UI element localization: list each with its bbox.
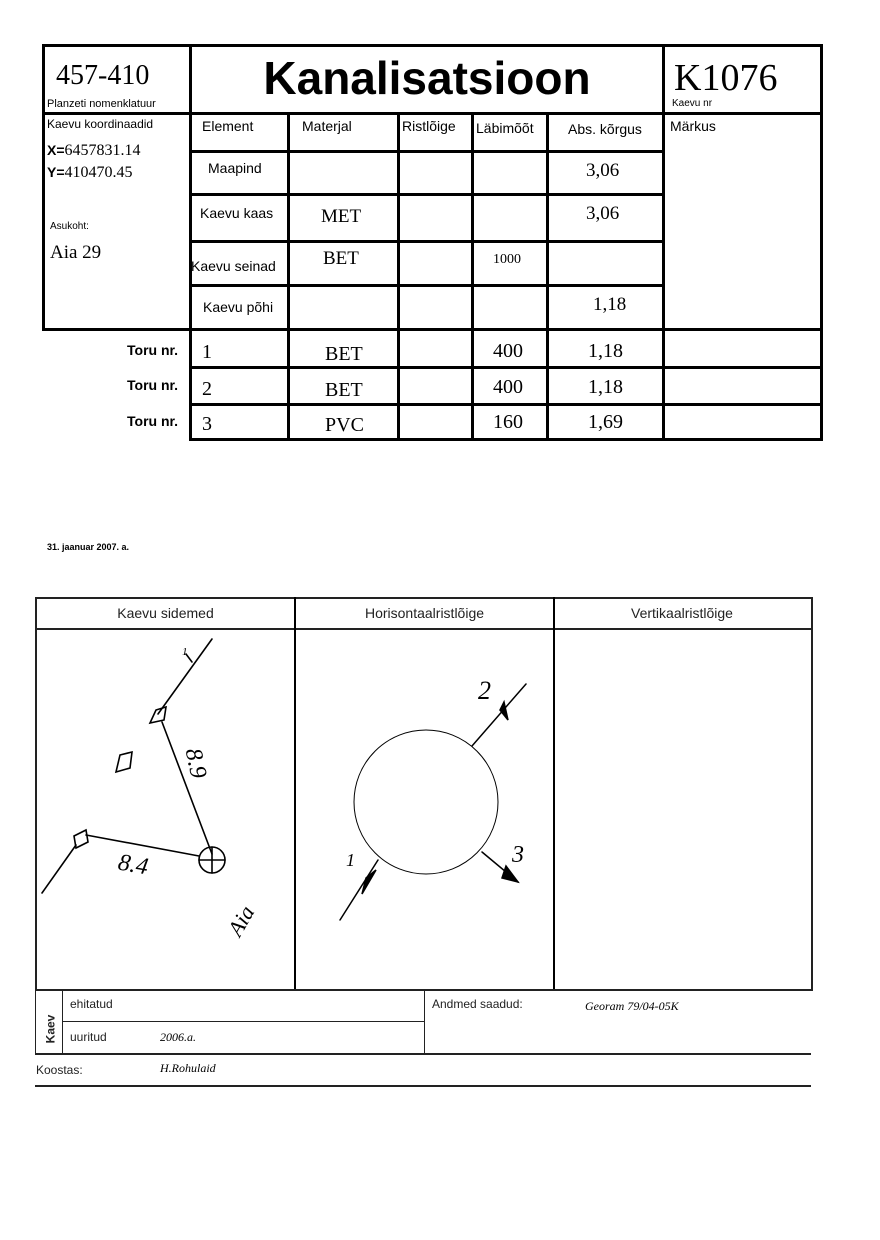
panel-title-vertical-section: Vertikaalristlõige [631, 605, 733, 621]
rule [35, 989, 36, 1053]
y-value: 410470.45 [64, 164, 133, 181]
surveyed-value: 2006.a. [160, 1030, 196, 1044]
rule [35, 1053, 811, 1055]
x-coordinate [47, 142, 141, 160]
x-value: 6457831.14 [64, 142, 141, 159]
page-title: Kanalisatsioon [263, 52, 591, 104]
rule [62, 989, 63, 1053]
tick-label: 1 [182, 646, 188, 658]
rule [42, 44, 45, 331]
sheet-number: 457-410 [56, 60, 150, 91]
rule [397, 112, 400, 441]
rule [471, 112, 474, 441]
rule [35, 989, 811, 991]
pipe-2-label: 2 [478, 676, 491, 705]
element-cell: Kaevu kaas [200, 205, 274, 221]
rule [189, 193, 663, 196]
panel-title-connections: Kaevu sidemed [117, 605, 214, 621]
rule [189, 438, 822, 441]
pipe-number-cell: 1 [202, 341, 212, 363]
diameter-cell: 160 [493, 411, 523, 433]
element-cell: Kaevu seinad [191, 258, 276, 274]
connections-sketch [36, 630, 294, 986]
height-cell: 3,06 [586, 203, 620, 224]
distance-label-upper: 8.9 [179, 746, 212, 781]
rule [189, 240, 663, 243]
rule [42, 112, 822, 115]
x-label: X= [47, 142, 65, 158]
rule [189, 284, 663, 287]
rule [287, 112, 290, 441]
col-header-notes: Märkus [670, 118, 716, 134]
material-cell: PVC [325, 414, 364, 436]
y-coordinate [47, 164, 133, 182]
diameter-cell: 400 [493, 376, 523, 398]
built-label: ehitatud [70, 997, 113, 1011]
rule [189, 403, 822, 406]
street-label: Aia [222, 901, 260, 941]
y-label: Y= [47, 164, 65, 180]
col-header-section: Ristlõige [402, 118, 456, 134]
height-cell: 1,18 [593, 294, 627, 315]
diameter-cell: 1000 [493, 252, 521, 267]
element-cell: Maapind [208, 160, 262, 176]
pipe-1-label: 1 [346, 850, 355, 870]
rule [189, 150, 663, 153]
rule [424, 989, 425, 1053]
document-date: 31. jaanuar 2007. a. [47, 542, 130, 552]
well-number-label: Kaevu nr [672, 98, 713, 109]
col-header-height: Abs. kõrgus [568, 121, 642, 137]
diameter-cell: 400 [493, 340, 523, 362]
well-number: K1076 [674, 57, 778, 99]
pipe-label: Toru nr. [127, 342, 179, 358]
compiled-label: Koostas: [36, 1063, 83, 1077]
pipe-3-label: 3 [512, 842, 524, 868]
rule [35, 1085, 811, 1087]
panel-title-horizontal-section: Horisontaalristlõige [364, 605, 485, 621]
data-source-label: Andmed saadud: [432, 997, 523, 1011]
rule [820, 44, 823, 441]
pipe-line-lower [42, 845, 76, 893]
rule [553, 597, 555, 989]
rule [42, 44, 822, 47]
pipe-label: Toru nr. [127, 377, 179, 393]
location-value: Aia 29 [50, 242, 102, 263]
pipe-label: Toru nr. [127, 413, 179, 429]
material-cell: MET [321, 206, 362, 227]
rule [189, 366, 822, 369]
distance-label-lower: 8.4 [116, 849, 151, 881]
col-header-material: Materjal [302, 118, 352, 134]
height-cell: 1,69 [588, 411, 623, 433]
data-source-value: Georam 79/04-05K [585, 999, 679, 1013]
manhole-symbol [150, 707, 166, 723]
location-label: Asukoht: [50, 221, 89, 232]
col-header-diameter: Läbimõõt [476, 120, 534, 136]
side-label: Kaev [43, 1014, 58, 1044]
height-cell: 1,18 [588, 376, 623, 398]
surveyed-label: uuritud [70, 1030, 107, 1044]
sheet-number-label: Planzeti nomenklatuur [47, 98, 156, 110]
rule [42, 328, 822, 331]
element-cell: Kaevu põhi [203, 299, 274, 315]
rule [662, 44, 665, 441]
material-cell: BET [323, 248, 359, 269]
horizontal-section-sketch [296, 630, 553, 986]
pipe-number-cell: 3 [202, 413, 212, 435]
material-cell: BET [325, 379, 363, 401]
pipe-number-cell: 2 [202, 378, 212, 400]
height-cell: 1,18 [588, 340, 623, 362]
rule [62, 1021, 424, 1022]
coordinates-label: Kaevu koordinaadid [47, 117, 154, 131]
pipe-line [162, 722, 212, 854]
manhole-symbol [116, 752, 132, 772]
well-outline [354, 730, 498, 874]
material-cell: BET [325, 343, 363, 365]
rule [546, 112, 549, 441]
compiled-value: H.Rohulaid [160, 1061, 216, 1075]
height-cell: 3,06 [586, 160, 620, 181]
col-header-element: Element [202, 118, 254, 134]
